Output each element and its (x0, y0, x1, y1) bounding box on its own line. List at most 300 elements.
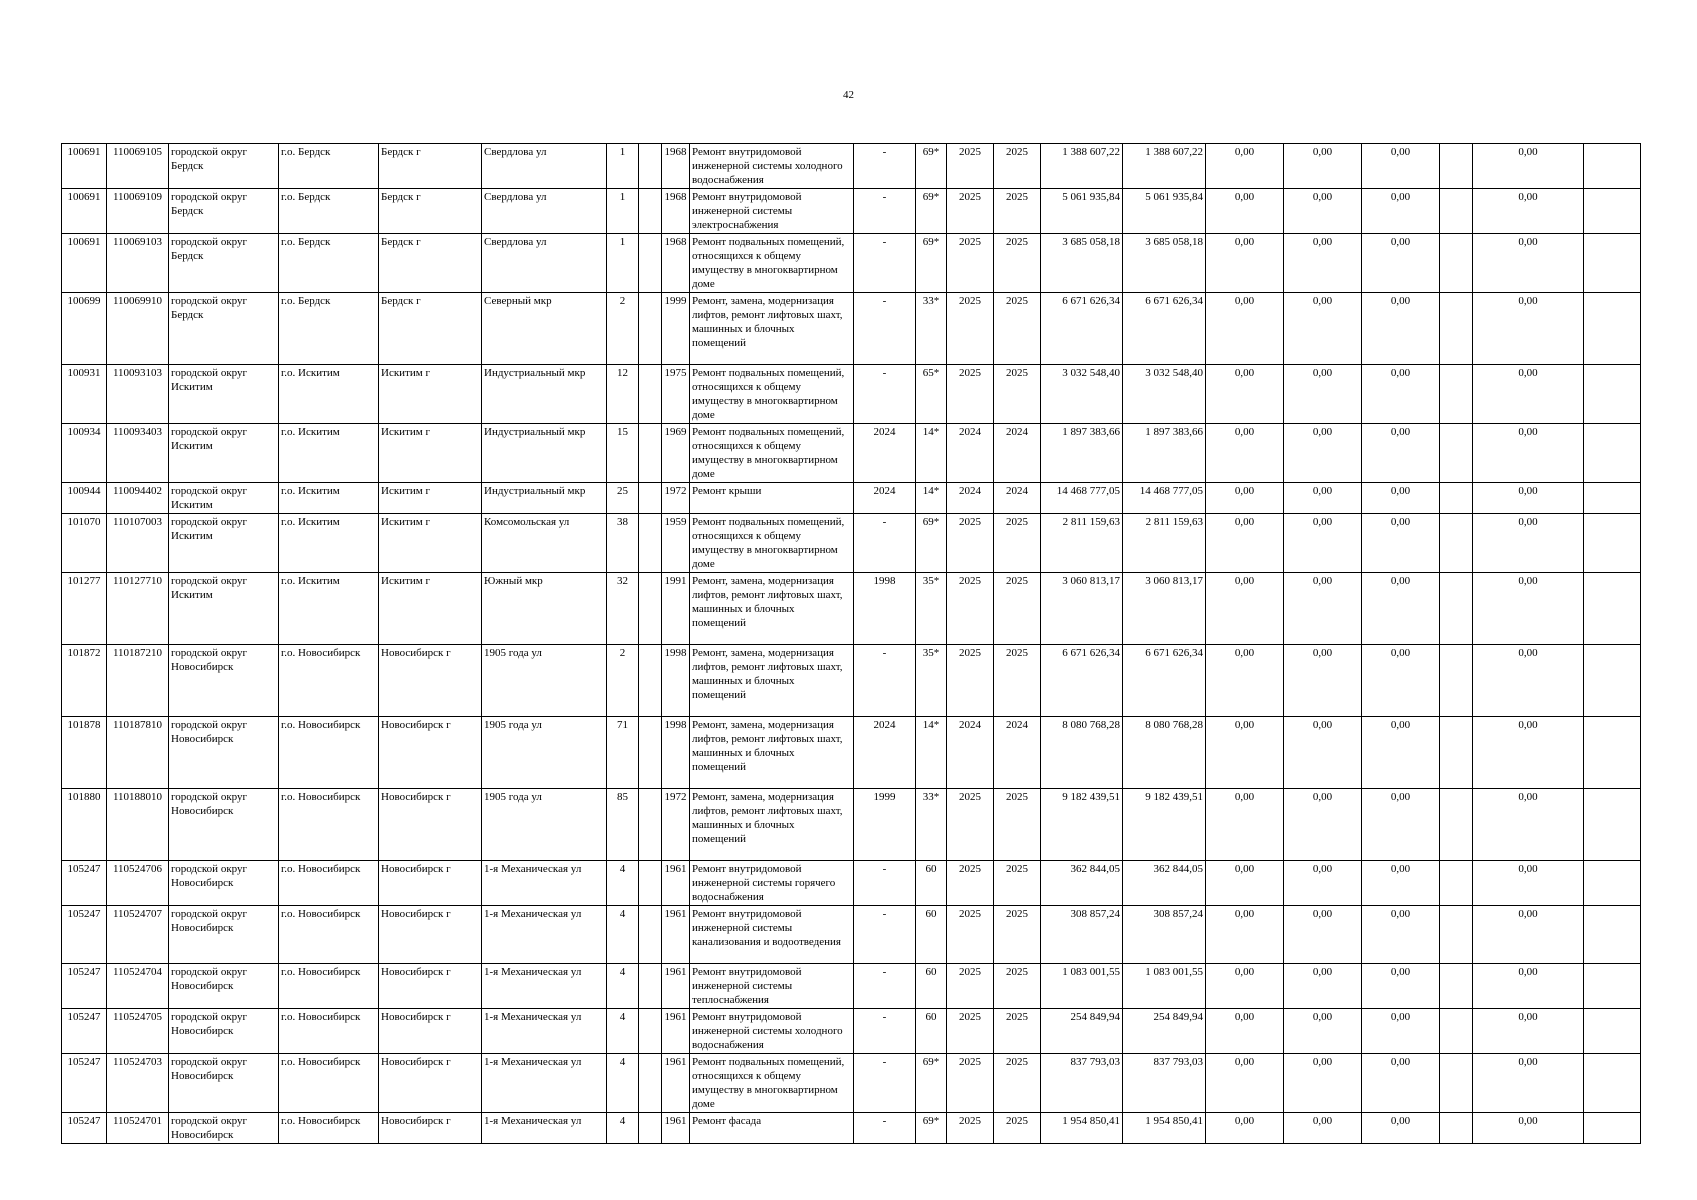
district-cell: городской округ Искитим (169, 483, 279, 514)
fund-cost-cell: 6 671 626,34 (1123, 293, 1206, 365)
previous-repair-year-cell: 2024 (854, 424, 916, 483)
settlement-cell: Бердск г (379, 189, 482, 234)
house-number-cell: 1 (607, 144, 639, 189)
house-number-cell: 12 (607, 365, 639, 424)
building-extra-cell (639, 573, 662, 645)
municipality-cell: г.о. Искитим (279, 573, 379, 645)
funding-extra-cell (1440, 144, 1473, 189)
street-cell: Свердлова ул (482, 234, 607, 293)
funding-local-cell: 0,00 (1362, 1054, 1440, 1113)
work-code-cell: 110107003 (107, 514, 169, 573)
settlement-cell: Новосибирск г (379, 906, 482, 964)
total-cost-cell: 8 080 768,28 (1041, 717, 1123, 789)
funding-local-cell: 0,00 (1362, 906, 1440, 964)
district-cell: городской округ Новосибирск (169, 645, 279, 717)
previous-repair-year-cell: - (854, 293, 916, 365)
district-cell: городской округ Новосибирск (169, 1054, 279, 1113)
district-cell: городской округ Новосибирск (169, 964, 279, 1009)
notes-cell (1584, 1054, 1641, 1113)
fund-cost-cell: 362 844,05 (1123, 861, 1206, 906)
total-cost-cell: 2 811 159,63 (1041, 514, 1123, 573)
municipality-cell: г.о. Новосибирск (279, 861, 379, 906)
wear-percent-cell: 69* (916, 1054, 947, 1113)
house-number-cell: 15 (607, 424, 639, 483)
district-cell: городской округ Новосибирск (169, 717, 279, 789)
funding-local-cell: 0,00 (1362, 365, 1440, 424)
work-code-cell: 110187210 (107, 645, 169, 717)
funding-regional-cell: 0,00 (1284, 144, 1362, 189)
table-row (62, 861, 1641, 906)
fund-cost-cell: 254 849,94 (1123, 1009, 1206, 1054)
previous-repair-year-cell: - (854, 1113, 916, 1144)
street-cell: Комсомольская ул (482, 514, 607, 573)
building-extra-cell (639, 1113, 662, 1144)
work-type-cell: Ремонт внутридомовой инженерной системы холодного водоснабжения (690, 1009, 854, 1054)
house-number-cell: 4 (607, 1009, 639, 1054)
funding-local-cell: 0,00 (1362, 861, 1440, 906)
total-cost-cell: 1 954 850,41 (1041, 1113, 1123, 1144)
municipality-cell: г.о. Новосибирск (279, 1113, 379, 1144)
planned-year-cell: 2024 (947, 483, 994, 514)
funding-federal-cell: 0,00 (1206, 1009, 1284, 1054)
planned-year-cell: 2024 (947, 424, 994, 483)
notes-cell (1584, 573, 1641, 645)
funding-regional-cell: 0,00 (1284, 573, 1362, 645)
previous-repair-year-cell: - (854, 189, 916, 234)
building-extra-cell (639, 234, 662, 293)
year-built-cell: 1961 (662, 1009, 690, 1054)
previous-repair-year-cell: - (854, 514, 916, 573)
municipality-cell: г.о. Новосибирск (279, 1009, 379, 1054)
planned-year-cell: 2025 (947, 861, 994, 906)
fund-cost-cell: 837 793,03 (1123, 1054, 1206, 1113)
funding-local-cell: 0,00 (1362, 964, 1440, 1009)
street-cell: 1-я Механическая ул (482, 1054, 607, 1113)
work-type-cell: Ремонт внутридомовой инженерной системы горячего водоснабжения (690, 861, 854, 906)
funding-owners-cell: 0,00 (1473, 906, 1584, 964)
wear-percent-cell: 33* (916, 293, 947, 365)
previous-repair-year-cell: 2024 (854, 717, 916, 789)
building-extra-cell (639, 293, 662, 365)
notes-cell (1584, 514, 1641, 573)
planned-year-end-cell: 2025 (994, 964, 1041, 1009)
funding-local-cell: 0,00 (1362, 234, 1440, 293)
year-built-cell: 1968 (662, 189, 690, 234)
street-cell: 1905 года ул (482, 717, 607, 789)
planned-year-end-cell: 2025 (994, 789, 1041, 861)
district-cell: городской округ Новосибирск (169, 789, 279, 861)
building-extra-cell (639, 645, 662, 717)
work-type-cell: Ремонт крыши (690, 483, 854, 514)
previous-repair-year-cell: - (854, 234, 916, 293)
house-number-cell: 4 (607, 964, 639, 1009)
funding-extra-cell (1440, 1009, 1473, 1054)
building-extra-cell (639, 189, 662, 234)
planned-year-cell: 2025 (947, 1009, 994, 1054)
funding-federal-cell: 0,00 (1206, 144, 1284, 189)
repair-program-table (61, 143, 1641, 1144)
wear-percent-cell: 60 (916, 964, 947, 1009)
house-number-cell: 1 (607, 189, 639, 234)
funding-extra-cell (1440, 293, 1473, 365)
planned-year-end-cell: 2025 (994, 861, 1041, 906)
district-cell: городской округ Бердск (169, 144, 279, 189)
table-row (62, 1009, 1641, 1054)
funding-owners-cell: 0,00 (1473, 424, 1584, 483)
district-cell: городской округ Искитим (169, 424, 279, 483)
previous-repair-year-cell: - (854, 964, 916, 1009)
settlement-cell: Бердск г (379, 144, 482, 189)
planned-year-end-cell: 2025 (994, 1054, 1041, 1113)
street-cell: Южный мкр (482, 573, 607, 645)
wear-percent-cell: 35* (916, 573, 947, 645)
work-type-cell: Ремонт, замена, модернизация лифтов, ремонт лифтовых шахт, машинных и блочных помещений (690, 645, 854, 717)
planned-year-end-cell: 2025 (994, 293, 1041, 365)
table-row (62, 424, 1641, 483)
funding-owners-cell: 0,00 (1473, 1009, 1584, 1054)
funding-regional-cell: 0,00 (1284, 483, 1362, 514)
settlement-cell: Искитим г (379, 483, 482, 514)
total-cost-cell: 3 060 813,17 (1041, 573, 1123, 645)
funding-local-cell: 0,00 (1362, 144, 1440, 189)
previous-repair-year-cell: - (854, 906, 916, 964)
funding-owners-cell: 0,00 (1473, 573, 1584, 645)
work-type-cell: Ремонт, замена, модернизация лифтов, ремонт лифтовых шахт, машинных и блочных помещений (690, 573, 854, 645)
funding-owners-cell: 0,00 (1473, 861, 1584, 906)
funding-owners-cell: 0,00 (1473, 365, 1584, 424)
total-cost-cell: 1 388 607,22 (1041, 144, 1123, 189)
settlement-cell: Искитим г (379, 573, 482, 645)
year-built-cell: 1991 (662, 573, 690, 645)
funding-regional-cell: 0,00 (1284, 906, 1362, 964)
year-built-cell: 1972 (662, 789, 690, 861)
municipality-cell: г.о. Искитим (279, 483, 379, 514)
table-row (62, 483, 1641, 514)
building-extra-cell (639, 365, 662, 424)
notes-cell (1584, 144, 1641, 189)
record-id-cell: 100691 (62, 189, 107, 234)
record-id-cell: 100944 (62, 483, 107, 514)
planned-year-end-cell: 2025 (994, 514, 1041, 573)
municipality-cell: г.о. Новосибирск (279, 1054, 379, 1113)
wear-percent-cell: 60 (916, 861, 947, 906)
funding-local-cell: 0,00 (1362, 1113, 1440, 1144)
district-cell: городской округ Бердск (169, 189, 279, 234)
fund-cost-cell: 3 060 813,17 (1123, 573, 1206, 645)
building-extra-cell (639, 514, 662, 573)
building-extra-cell (639, 717, 662, 789)
notes-cell (1584, 1009, 1641, 1054)
table-row (62, 717, 1641, 789)
street-cell: 1-я Механическая ул (482, 1113, 607, 1144)
notes-cell (1584, 717, 1641, 789)
municipality-cell: г.о. Искитим (279, 514, 379, 573)
district-cell: городской округ Искитим (169, 365, 279, 424)
planned-year-end-cell: 2025 (994, 1009, 1041, 1054)
wear-percent-cell: 33* (916, 789, 947, 861)
wear-percent-cell: 69* (916, 144, 947, 189)
work-code-cell: 110127710 (107, 573, 169, 645)
year-built-cell: 1959 (662, 514, 690, 573)
notes-cell (1584, 861, 1641, 906)
notes-cell (1584, 483, 1641, 514)
street-cell: Северный мкр (482, 293, 607, 365)
street-cell: 1905 года ул (482, 645, 607, 717)
funding-regional-cell: 0,00 (1284, 514, 1362, 573)
planned-year-cell: 2025 (947, 234, 994, 293)
wear-percent-cell: 69* (916, 234, 947, 293)
funding-local-cell: 0,00 (1362, 189, 1440, 234)
settlement-cell: Новосибирск г (379, 1113, 482, 1144)
municipality-cell: г.о. Новосибирск (279, 906, 379, 964)
notes-cell (1584, 189, 1641, 234)
street-cell: 1905 года ул (482, 789, 607, 861)
funding-owners-cell: 0,00 (1473, 964, 1584, 1009)
district-cell: городской округ Новосибирск (169, 1113, 279, 1144)
settlement-cell: Новосибирск г (379, 789, 482, 861)
table-row (62, 645, 1641, 717)
notes-cell (1584, 293, 1641, 365)
building-extra-cell (639, 483, 662, 514)
previous-repair-year-cell: 1998 (854, 573, 916, 645)
funding-extra-cell (1440, 189, 1473, 234)
previous-repair-year-cell: - (854, 861, 916, 906)
settlement-cell: Искитим г (379, 365, 482, 424)
fund-cost-cell: 5 061 935,84 (1123, 189, 1206, 234)
building-extra-cell (639, 906, 662, 964)
street-cell: Индустриальный мкр (482, 424, 607, 483)
building-extra-cell (639, 424, 662, 483)
wear-percent-cell: 60 (916, 1009, 947, 1054)
notes-cell (1584, 645, 1641, 717)
funding-regional-cell: 0,00 (1284, 424, 1362, 483)
record-id-cell: 101872 (62, 645, 107, 717)
previous-repair-year-cell: - (854, 144, 916, 189)
work-code-cell: 110069910 (107, 293, 169, 365)
funding-local-cell: 0,00 (1362, 514, 1440, 573)
total-cost-cell: 1 083 001,55 (1041, 964, 1123, 1009)
funding-federal-cell: 0,00 (1206, 906, 1284, 964)
municipality-cell: г.о. Бердск (279, 234, 379, 293)
house-number-cell: 71 (607, 717, 639, 789)
table-row (62, 573, 1641, 645)
funding-owners-cell: 0,00 (1473, 293, 1584, 365)
funding-extra-cell (1440, 717, 1473, 789)
work-type-cell: Ремонт внутридомовой инженерной системы холодного водоснабжения (690, 144, 854, 189)
work-code-cell: 110069103 (107, 234, 169, 293)
funding-regional-cell: 0,00 (1284, 645, 1362, 717)
record-id-cell: 105247 (62, 1054, 107, 1113)
planned-year-end-cell: 2025 (994, 573, 1041, 645)
funding-regional-cell: 0,00 (1284, 365, 1362, 424)
street-cell: 1-я Механическая ул (482, 906, 607, 964)
funding-federal-cell: 0,00 (1206, 483, 1284, 514)
planned-year-cell: 2025 (947, 789, 994, 861)
wear-percent-cell: 14* (916, 717, 947, 789)
funding-federal-cell: 0,00 (1206, 424, 1284, 483)
table-row (62, 293, 1641, 365)
building-extra-cell (639, 1009, 662, 1054)
building-extra-cell (639, 144, 662, 189)
total-cost-cell: 837 793,03 (1041, 1054, 1123, 1113)
table-row (62, 906, 1641, 964)
notes-cell (1584, 906, 1641, 964)
funding-local-cell: 0,00 (1362, 645, 1440, 717)
year-built-cell: 1961 (662, 1054, 690, 1113)
planned-year-end-cell: 2025 (994, 189, 1041, 234)
wear-percent-cell: 69* (916, 1113, 947, 1144)
planned-year-cell: 2024 (947, 717, 994, 789)
total-cost-cell: 14 468 777,05 (1041, 483, 1123, 514)
work-code-cell: 110524705 (107, 1009, 169, 1054)
fund-cost-cell: 1 954 850,41 (1123, 1113, 1206, 1144)
record-id-cell: 105247 (62, 861, 107, 906)
funding-extra-cell (1440, 483, 1473, 514)
planned-year-cell: 2025 (947, 906, 994, 964)
funding-owners-cell: 0,00 (1473, 514, 1584, 573)
total-cost-cell: 6 671 626,34 (1041, 645, 1123, 717)
funding-owners-cell: 0,00 (1473, 483, 1584, 514)
work-code-cell: 110069109 (107, 189, 169, 234)
funding-regional-cell: 0,00 (1284, 1113, 1362, 1144)
planned-year-end-cell: 2024 (994, 424, 1041, 483)
street-cell: Индустриальный мкр (482, 483, 607, 514)
wear-percent-cell: 14* (916, 483, 947, 514)
funding-federal-cell: 0,00 (1206, 234, 1284, 293)
funding-owners-cell: 0,00 (1473, 717, 1584, 789)
work-code-cell: 110094402 (107, 483, 169, 514)
fund-cost-cell: 1 897 383,66 (1123, 424, 1206, 483)
street-cell: 1-я Механическая ул (482, 861, 607, 906)
building-extra-cell (639, 1054, 662, 1113)
year-built-cell: 1968 (662, 144, 690, 189)
fund-cost-cell: 1 083 001,55 (1123, 964, 1206, 1009)
total-cost-cell: 9 182 439,51 (1041, 789, 1123, 861)
planned-year-cell: 2025 (947, 573, 994, 645)
table-body (62, 144, 1641, 1144)
previous-repair-year-cell: - (854, 365, 916, 424)
notes-cell (1584, 789, 1641, 861)
funding-regional-cell: 0,00 (1284, 293, 1362, 365)
funding-local-cell: 0,00 (1362, 1009, 1440, 1054)
municipality-cell: г.о. Бердск (279, 144, 379, 189)
year-built-cell: 1961 (662, 1113, 690, 1144)
funding-regional-cell: 0,00 (1284, 234, 1362, 293)
notes-cell (1584, 1113, 1641, 1144)
building-extra-cell (639, 861, 662, 906)
total-cost-cell: 3 685 058,18 (1041, 234, 1123, 293)
funding-federal-cell: 0,00 (1206, 514, 1284, 573)
fund-cost-cell: 3 685 058,18 (1123, 234, 1206, 293)
planned-year-cell: 2025 (947, 293, 994, 365)
notes-cell (1584, 424, 1641, 483)
total-cost-cell: 254 849,94 (1041, 1009, 1123, 1054)
work-type-cell: Ремонт внутридомовой инженерной системы канализования и водоотведения (690, 906, 854, 964)
record-id-cell: 101880 (62, 789, 107, 861)
work-type-cell: Ремонт подвальных помещений, относящихся к общему имуществу в многоквартирном доме (690, 514, 854, 573)
house-number-cell: 4 (607, 1054, 639, 1113)
work-code-cell: 110524704 (107, 964, 169, 1009)
funding-federal-cell: 0,00 (1206, 189, 1284, 234)
notes-cell (1584, 234, 1641, 293)
work-type-cell: Ремонт, замена, модернизация лифтов, ремонт лифтовых шахт, машинных и блочных помещений (690, 789, 854, 861)
funding-extra-cell (1440, 861, 1473, 906)
planned-year-cell: 2025 (947, 365, 994, 424)
record-id-cell: 101277 (62, 573, 107, 645)
planned-year-cell: 2025 (947, 964, 994, 1009)
street-cell: Свердлова ул (482, 189, 607, 234)
house-number-cell: 2 (607, 645, 639, 717)
municipality-cell: г.о. Искитим (279, 365, 379, 424)
funding-extra-cell (1440, 234, 1473, 293)
municipality-cell: г.о. Новосибирск (279, 789, 379, 861)
fund-cost-cell: 9 182 439,51 (1123, 789, 1206, 861)
work-type-cell: Ремонт подвальных помещений, относящихся к общему имуществу в многоквартирном доме (690, 424, 854, 483)
work-code-cell: 110524701 (107, 1113, 169, 1144)
funding-regional-cell: 0,00 (1284, 1054, 1362, 1113)
funding-federal-cell: 0,00 (1206, 1113, 1284, 1144)
work-code-cell: 110093103 (107, 365, 169, 424)
municipality-cell: г.о. Новосибирск (279, 717, 379, 789)
planned-year-cell: 2025 (947, 1113, 994, 1144)
table-row (62, 144, 1641, 189)
funding-owners-cell: 0,00 (1473, 189, 1584, 234)
wear-percent-cell: 65* (916, 365, 947, 424)
funding-owners-cell: 0,00 (1473, 789, 1584, 861)
funding-federal-cell: 0,00 (1206, 365, 1284, 424)
work-code-cell: 110188010 (107, 789, 169, 861)
work-type-cell: Ремонт, замена, модернизация лифтов, ремонт лифтовых шахт, машинных и блочных помещений (690, 717, 854, 789)
table-row (62, 789, 1641, 861)
fund-cost-cell: 14 468 777,05 (1123, 483, 1206, 514)
funding-federal-cell: 0,00 (1206, 645, 1284, 717)
previous-repair-year-cell: - (854, 1054, 916, 1113)
funding-owners-cell: 0,00 (1473, 144, 1584, 189)
record-id-cell: 101070 (62, 514, 107, 573)
work-code-cell: 110524706 (107, 861, 169, 906)
municipality-cell: г.о. Бердск (279, 293, 379, 365)
planned-year-end-cell: 2025 (994, 234, 1041, 293)
record-id-cell: 101878 (62, 717, 107, 789)
municipality-cell: г.о. Новосибирск (279, 964, 379, 1009)
planned-year-end-cell: 2025 (994, 1113, 1041, 1144)
wear-percent-cell: 35* (916, 645, 947, 717)
planned-year-end-cell: 2025 (994, 645, 1041, 717)
table-row (62, 234, 1641, 293)
settlement-cell: Новосибирск г (379, 1009, 482, 1054)
funding-extra-cell (1440, 424, 1473, 483)
year-built-cell: 1975 (662, 365, 690, 424)
funding-regional-cell: 0,00 (1284, 861, 1362, 906)
funding-extra-cell (1440, 1113, 1473, 1144)
funding-local-cell: 0,00 (1362, 293, 1440, 365)
notes-cell (1584, 365, 1641, 424)
notes-cell (1584, 964, 1641, 1009)
total-cost-cell: 308 857,24 (1041, 906, 1123, 964)
year-built-cell: 1972 (662, 483, 690, 514)
funding-extra-cell (1440, 964, 1473, 1009)
planned-year-end-cell: 2024 (994, 483, 1041, 514)
year-built-cell: 1998 (662, 645, 690, 717)
funding-federal-cell: 0,00 (1206, 789, 1284, 861)
funding-owners-cell: 0,00 (1473, 1054, 1584, 1113)
funding-extra-cell (1440, 365, 1473, 424)
settlement-cell: Бердск г (379, 234, 482, 293)
record-id-cell: 100699 (62, 293, 107, 365)
table-row (62, 189, 1641, 234)
wear-percent-cell: 69* (916, 514, 947, 573)
house-number-cell: 4 (607, 861, 639, 906)
